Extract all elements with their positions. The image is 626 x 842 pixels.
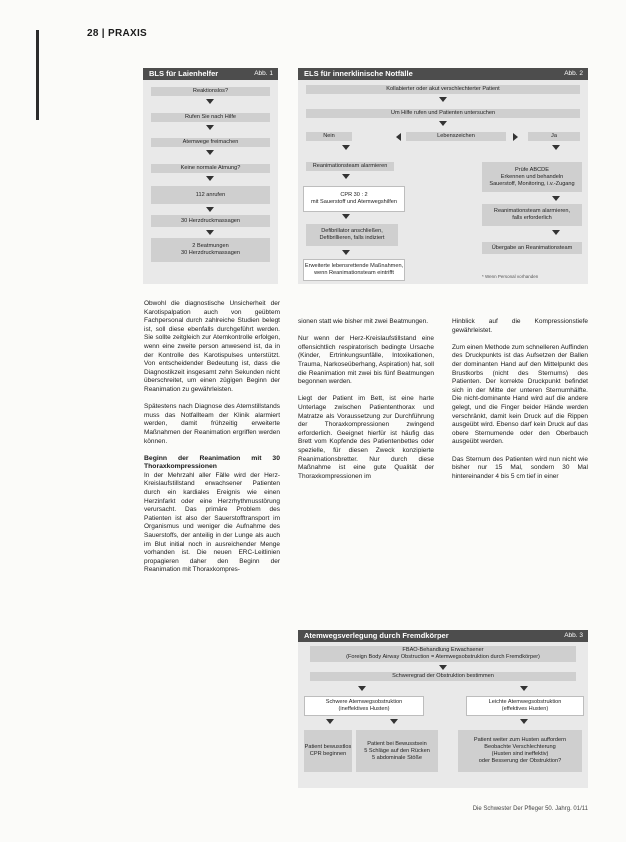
arrow-down-icon <box>342 145 350 150</box>
page-header: 28 | PRAXIS <box>87 28 148 39</box>
paragraph: sionen statt wie bisher mit zwei Beatmungen. <box>298 318 429 325</box>
arrow-down-icon <box>439 665 447 670</box>
airway-assess-node: Schweregrad der Obstruktion bestimmen <box>310 672 576 681</box>
paragraph: Liegt der Patient im Bett, ist eine harte Unterlage zwischen Patiententhorax und Matratze als Voraussetzung zur Durchführung der Thoraxkompressionen zwingend erforderlich. Geeignet hierfür ist häufig das Brett vom Kopfende des Patientenbettes oder spezielle, für diesen Zweck konzipierte Reanimationsbretter. Nur durch diese Maßnahme ist eine gute Qualität der Thoraxkompressionen im <box>298 395 434 480</box>
paragraph: Hinblick auf die Kompressionstiefe gewährleistet. <box>452 318 588 334</box>
als-right-node: Reanimationsteam alarmieren, falls erforderlich <box>482 204 582 226</box>
arrow-down-icon <box>342 174 350 179</box>
als-title-bar <box>298 68 588 80</box>
paragraph: Das Sternum des Patienten wird nun nicht wie bisher nur 15 Mal, sondern 30 Mal hintereinander 4 bis 5 cm tief in einer <box>452 455 588 480</box>
arrow-down-icon <box>206 99 214 104</box>
als-tag: Abb. 2 <box>564 70 583 77</box>
arrow-down-icon <box>439 121 447 126</box>
page-footer: Die Schwester Der Pfleger 50. Jahrg. 01/11 <box>472 806 588 812</box>
als-top-node: Um Hilfe rufen und Patienten untersuchen <box>306 109 580 118</box>
arrow-left-icon <box>396 133 401 141</box>
arrow-down-icon <box>206 207 214 212</box>
arrow-down-icon <box>439 97 447 102</box>
bls-tag: Abb. 1 <box>254 70 273 77</box>
airway-title-bar <box>298 630 588 642</box>
airway-severe-node: Schwere Atemwegsobstruktion (ineffektives Husten) <box>304 696 424 716</box>
arrow-down-icon <box>206 176 214 181</box>
airway-flowchart <box>298 630 588 788</box>
text-column-2 <box>298 318 434 490</box>
bls-step: Atemwege freimachen <box>151 138 270 147</box>
als-flowchart <box>298 68 588 284</box>
arrow-down-icon <box>326 719 334 724</box>
airway-tag: Abb. 3 <box>564 632 583 639</box>
als-left-node: CPR 30 : 2 mit Sauerstoff und Atemwegshilfen <box>303 186 405 212</box>
arrow-down-icon <box>342 250 350 255</box>
text-column-3 <box>452 318 588 490</box>
als-right-node: Prüfe ABCDE Erkennen und behandeln Sauerstoff, Monitoring, i.v.-Zugang <box>482 162 582 192</box>
als-branch-yes: Ja <box>528 132 580 141</box>
arrow-right-icon <box>513 133 518 141</box>
paragraph: Nur wenn der Herz-Kreislaufstillstand eine offensichtlich respiratorisch bedingte Ursache (Kinder, Ertrinkungsunfälle, Intoxikationen, Trauma, Narkoseüberhang, Aspiration) hat, soll die Reanimation mit zwei bis fünf Beatmungen begonnen werden. <box>298 335 434 386</box>
airway-top-node: FBAO-Behandlung Erwachsener (Foreign Body Airway Obstruction = Atemwegsobstruktion durch Fremdkörper) <box>310 646 576 662</box>
als-branch-no: Nein <box>306 132 352 141</box>
als-top-node: Kollabierter oder akut verschlechterter Patient <box>306 85 580 94</box>
arrow-down-icon <box>552 196 560 201</box>
als-left-node: Erweiterte lebensrettende Maßnahmen, wenn Reanimationsteam eintrifft <box>303 259 405 281</box>
arrow-down-icon <box>206 125 214 130</box>
airway-title: Atemwegsverlegung durch Fremdkörper <box>304 631 449 640</box>
arrow-down-icon <box>552 230 560 235</box>
bls-step: 30 Herzdruckmassagen <box>151 215 270 227</box>
airway-mild-node: Leichte Atemwegsobstruktion (effektives Husten) <box>466 696 584 716</box>
als-branch-signs: Lebenszeichen <box>406 132 506 141</box>
bls-title: BLS für Laienhelfer <box>149 69 219 78</box>
arrow-down-icon <box>520 719 528 724</box>
airway-conscious-node: Patient bei Bewusstsein 5 Schläge auf den Rücken 5 abdominale Stöße <box>356 730 438 772</box>
page-spine-bar <box>36 30 39 120</box>
arrow-down-icon <box>520 686 528 691</box>
bls-title-bar <box>143 68 278 80</box>
section-heading: Beginn der Reanimation mit 30 Thoraxkompressionen <box>144 454 280 471</box>
bls-step: Reaktionslos? <box>151 87 270 96</box>
bls-step: 2 Beatmungen 30 Herzdruckmassagen <box>151 238 270 262</box>
arrow-down-icon <box>206 150 214 155</box>
paragraph: Zum einen Methode zum schnelleren Auffinden des Druckpunkts ist das Aufsetzen der Ballen der dominanten Hand auf den Mittelpunkt des Brustkorbs (nicht des Sternums) des Patienten. Der korrekte Druckpunkt befindet sich in der Mitte der unteren Sternumhälfte. Die nicht-dominante Hand wird auf die andere gelegt, und die Finger beider Hände werden verschränkt, damit kein Druck auf die Rippen ausgeübt wird. Ebenso darf kein Druck auf das obere Sternumende oder den Oberbauch ausgeübt werden. <box>452 343 588 446</box>
als-footnote: * Wenn Personal vorhanden <box>482 274 539 279</box>
als-title: ELS für innerklinische Notfälle <box>304 69 413 78</box>
paragraph: Obwohl die diagnostische Unsicherheit der Karotispalpation auch von geübtem Fachpersonal durch zahlreiche Studien belegt ist, soll diese ebenfalls durchgeführt werden. Sie sollte zeitgleich zur Atemkontrolle erfolgen, wenn eine zweite person anwesend ist, da in der Kontrolle des Karotispulses unterstützt. Von entscheidender Bedeutung ist, dass die Diagnostikzeit insgesamt zehn Sekunden nicht überschreitet, um einen zügigen Beginn der Reanimation zu gewährleisten. <box>144 300 280 393</box>
bls-flowchart <box>143 68 278 284</box>
als-left-node: Reanimationsteam alarmieren <box>306 162 394 171</box>
text-column-1 <box>144 300 280 584</box>
als-right-node: Übergabe an Reanimationsteam <box>482 242 582 254</box>
paragraph: In der Mehrzahl aller Fälle wird der Herz-Kreislaufstillstand erwachsener Patienten durch ein kardiales Ereignis wie einen Herzinfarkt oder eine Herzrhythmusstörung verursacht. Das primäre Problem des Patienten ist also der Sauerstofftransport im Organismus und weniger die Aufnahme des Sauerstoffs, der anteilig in der Lunge als auch im Blut initial noch in ausreichender Menge vorhanden ist. Die neuen ERC-Leitlinien propagieren daher den Beginn der Reanimation mit Thoraxkompres- <box>144 471 280 574</box>
airway-unconscious-node: Patient bewusstlos CPR beginnen <box>304 730 352 772</box>
paragraph: Spätestens nach Diagnose des Atemstillstands muss das Notfallteam der Klinik alarmiert werden, damit frühzeitig erweiterte Maßnahmen der Reanimation ergriffen werden können. <box>144 403 280 445</box>
airway-cough-node: Patient weiter zum Husten auffordern Beobachte Verschlechterung (Husten sind ineffektiv) oder Besserung der Obstruktion? <box>458 730 582 772</box>
als-left-node: Defibrillator anschließen, Defibrillieren, falls indiziert <box>306 224 398 246</box>
arrow-down-icon <box>390 719 398 724</box>
arrow-down-icon <box>206 230 214 235</box>
bls-step: 112 anrufen <box>151 186 270 204</box>
arrow-down-icon <box>358 686 366 691</box>
bls-step: Rufen Sie nach Hilfe <box>151 113 270 122</box>
arrow-down-icon <box>342 214 350 219</box>
arrow-down-icon <box>552 145 560 150</box>
bls-step: Keine normale Atmung? <box>151 164 270 173</box>
